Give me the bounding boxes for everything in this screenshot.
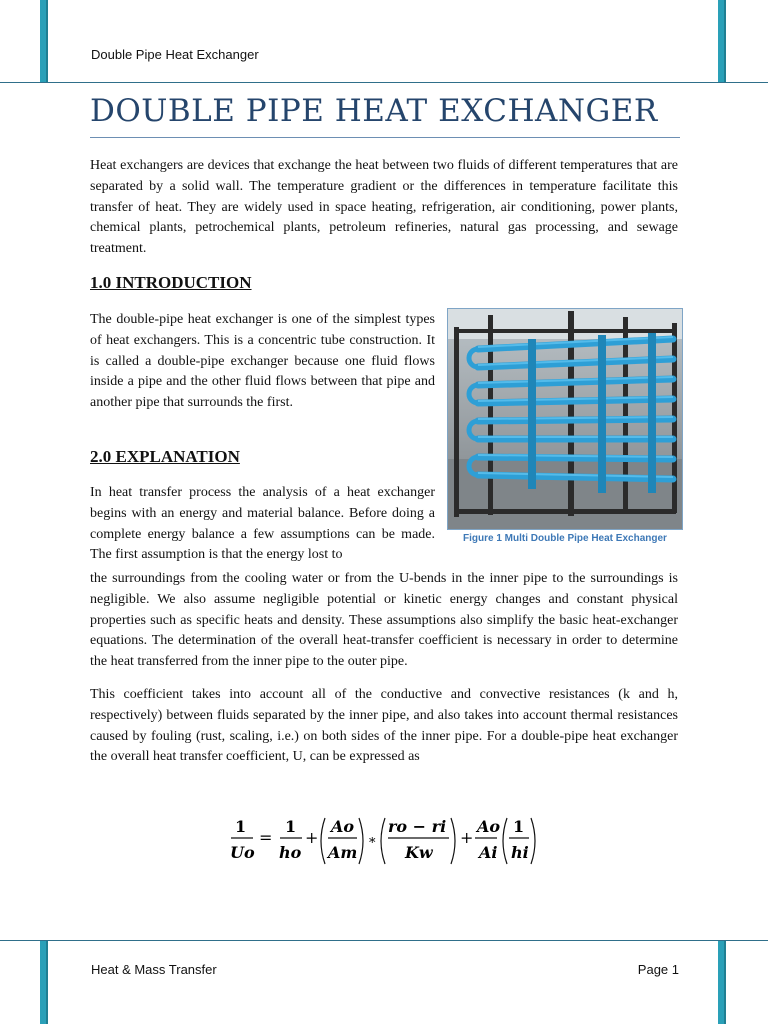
eq-times: * — [369, 836, 376, 851]
page-title: DOUBLE PIPE HEAT EXCHANGER — [90, 93, 658, 129]
figure-caption: Figure 1 Multi Double Pipe Heat Exchanger — [463, 533, 667, 544]
overall-heat-transfer-equation — [225, 812, 545, 870]
section-heading-introduction: 1.0 INTRODUCTION — [90, 273, 252, 292]
footer-course-title: Heat & Mass Transfer — [91, 962, 217, 977]
footer-rule — [0, 940, 768, 941]
eq-plus-2: + — [460, 828, 474, 847]
eq-num-3: 1 — [513, 817, 525, 836]
eq-ro-ri: ro − ri — [388, 817, 447, 836]
page-number: Page 1 — [637, 962, 679, 977]
section-heading-explanation: 2.0 EXPLANATION — [90, 447, 240, 466]
eq-ai: Ai — [479, 843, 498, 862]
eq-ao-1: Ao — [331, 817, 355, 836]
header-right-bar — [718, 0, 726, 83]
eq-num-2: 1 — [285, 817, 297, 836]
eq-equals: = — [259, 828, 273, 847]
coefficient-paragraph: This coefficient takes into account all of the conductive and convective resistances (k and h, respectively) between fluids separated by the inner pipe, and also takes into account thermal resistances caused by fouling (rust, scaling, i.e.) on both sides of the inner pipe. For a double-pipe heat exchanger the overall heat transfer coefficient, U, can be expressed as — [90, 687, 678, 765]
footer-left-bar — [40, 941, 48, 1024]
eq-ho: ho — [279, 843, 302, 862]
eq-kw: Kw — [405, 843, 433, 862]
introduction-paragraph: The double-pipe heat exchanger is one of the simplest types of heat exchangers. This is a concentric tube construction. It is called a double-pipe exchanger because one fluid flows inside a pipe and the other fluid flows between that pipe and another pipe that surrounds the first. — [90, 312, 435, 411]
eq-ao-2: Ao — [477, 817, 501, 836]
explanation-paragraph-continued: the surroundings from the cooling water or from the U-bends in the inner pipe to the surroundings is negligible. We also assume negligible potential or kinetic energy changes and constant physical properties such as specific heats and density. These assumptions also simplify the basic heat-exchanger equations. The determination of the overall heat-transfer coefficient is necessary in order to determine the heat transferred from the inner pipe to the outer pipe. — [90, 571, 678, 670]
explanation-paragraph-wrapped: In heat transfer process the analysis of a heat exchanger begins with an energy and material balance. Before doing a complete energy balance a few assumptions can be made. The first assumption is that the energy lost to — [90, 485, 435, 563]
eq-plus-1: + — [305, 828, 319, 847]
eq-uo: Uo — [230, 843, 255, 862]
eq-hi: hi — [511, 843, 529, 862]
header-rule — [0, 82, 768, 83]
eq-am: Am — [328, 843, 358, 862]
title-underline — [90, 137, 680, 138]
footer-right-bar — [718, 941, 726, 1024]
running-header: Double Pipe Heat Exchanger — [91, 47, 259, 62]
intro-paragraph: Heat exchangers are devices that exchange the heat between two fluids of different temperatures that are separated by a solid wall. The temperature gradient or the differences in temperature facilitate this transfer of heat. They are widely used in space heating, refrigeration, air conditioning, power plants, chemical plants, petrochemical plants, petroleum refineries, natural gas processing, and sewage treatment. — [90, 158, 678, 257]
heat-exchanger-photo — [447, 308, 683, 530]
eq-num-1: 1 — [235, 817, 247, 836]
header-left-bar — [40, 0, 48, 83]
